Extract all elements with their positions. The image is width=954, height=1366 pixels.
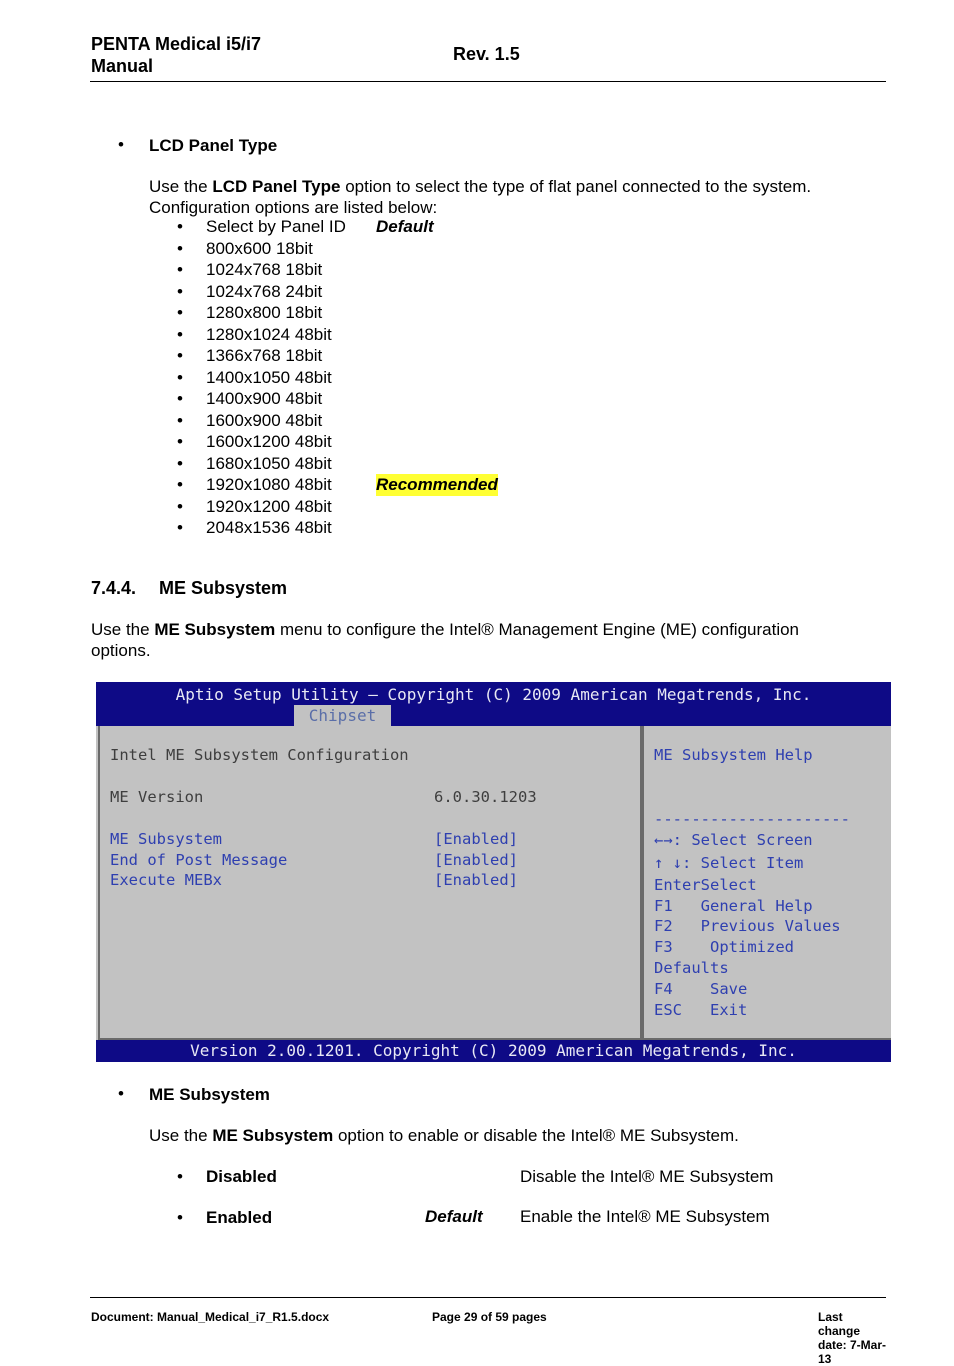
option-label: 1280x1024 48bit — [206, 324, 332, 344]
option-label: 1920x1080 48bit — [206, 475, 332, 494]
header-divider — [90, 81, 886, 82]
intro-text: menu to configure the Intel® Management Engine (ME) configuration — [275, 620, 800, 639]
bullet-icon: • — [177, 303, 183, 322]
option-note: Default — [376, 217, 434, 236]
list-item — [177, 281, 498, 303]
option-label: 1400x1050 48bit — [206, 367, 332, 387]
recommended-badge: Recommended — [376, 475, 498, 494]
lcd-panel-heading: LCD Panel Type — [149, 136, 278, 155]
bios-item-end-of-post: End of Post Message — [110, 851, 288, 869]
option-label: 1280x800 18bit — [206, 303, 323, 322]
option-label: 1024x768 24bit — [206, 281, 323, 301]
list-item — [177, 431, 498, 453]
intro-text: Configuration options are listed below: — [149, 198, 438, 217]
bullet-icon: • — [177, 324, 183, 344]
bios-footer: Version 2.00.1201. Copyright (C) 2009 American Megatrends, Inc. — [96, 1040, 891, 1062]
list-item — [177, 238, 498, 260]
bios-config-title: Intel ME Subsystem Configuration — [110, 746, 409, 764]
bullet-icon: • — [118, 1084, 124, 1103]
list-item — [177, 302, 498, 324]
list-item — [177, 259, 498, 281]
bullet-icon: • — [177, 346, 183, 365]
intro-bold: ME Subsystem — [212, 1126, 334, 1145]
intro-text: Use the — [149, 177, 213, 196]
list-item — [177, 474, 498, 496]
section-title: ME Subsystem — [159, 578, 288, 598]
bios-help-line: ESC Exit — [654, 1001, 748, 1019]
bios-item-value: [Enabled] — [434, 830, 518, 848]
bullet-icon: • — [177, 238, 183, 258]
bios-help-line: F1 General Help — [654, 897, 813, 915]
bios-version-value: 6.0.30.1203 — [434, 788, 537, 806]
bios-help-line: F2 Previous Values — [654, 917, 841, 935]
bullet-icon: • — [177, 518, 183, 537]
bios-help-title: ME Subsystem Help — [654, 746, 813, 764]
option-label: 2048x1536 48bit — [206, 518, 332, 537]
list-item — [177, 216, 498, 238]
intro-text: option to enable or disable the Intel® ME Subsystem. — [333, 1126, 739, 1145]
intro-text: option to select the type of flat panel connected to the system. — [340, 177, 812, 196]
list-item — [177, 345, 498, 367]
list-item — [177, 496, 498, 518]
bios-item-execute-mebx: Execute MEBx — [110, 871, 222, 889]
intro-bold: ME Subsystem — [154, 620, 276, 639]
option-label: 1400x900 48bit — [206, 389, 323, 408]
me-option-intro — [149, 1125, 869, 1146]
bios-help-line: ↑ ↓: Select Item — [654, 854, 804, 872]
intro-text: options. — [91, 641, 151, 660]
option-label: 1366x768 18bit — [206, 346, 323, 365]
bios-help-line: Defaults — [654, 959, 729, 977]
bios-item-value: [Enabled] — [434, 871, 518, 889]
bios-help-separator: --------------------- — [654, 810, 850, 828]
doc-title-line1: PENTA Medical i5/i7 — [91, 34, 262, 54]
bullet-icon: • — [177, 217, 183, 236]
bios-version-label: ME Version — [110, 788, 204, 806]
option-label: 800x600 18bit — [206, 238, 313, 258]
bios-help-line: EnterSelect — [654, 876, 757, 894]
choice-enabled-desc: Enable the Intel® ME Subsystem — [520, 1207, 770, 1226]
bios-help-line: F3 Optimized — [654, 938, 794, 956]
list-item — [177, 367, 498, 389]
option-label: Select by Panel ID — [206, 217, 346, 236]
me-section-intro — [91, 619, 871, 661]
intro-text: Use the — [149, 1126, 213, 1145]
intro-bold: LCD Panel Type — [212, 177, 341, 196]
bullet-icon: • — [177, 496, 183, 516]
list-item — [177, 324, 498, 346]
footer-last-change: Last change date: 7-Mar-13 — [818, 1310, 887, 1366]
bios-help-pane — [642, 726, 891, 1040]
bullet-icon: • — [177, 367, 183, 387]
bios-item-me-subsystem: ME Subsystem — [110, 830, 222, 848]
doc-revision: Rev. 1.5 — [453, 44, 520, 64]
bullet-icon: • — [177, 389, 183, 408]
lcd-panel-intro — [149, 176, 869, 218]
footer-divider — [90, 1297, 886, 1298]
choice-enabled-label: Enabled — [206, 1208, 273, 1227]
bullet-icon: • — [177, 410, 183, 430]
choice-default-badge: Default — [425, 1207, 483, 1226]
bios-title-bar — [96, 682, 891, 726]
choice-disabled-desc: Disable the Intel® ME Subsystem — [520, 1167, 774, 1186]
tab-chipset: Chipset — [294, 705, 391, 726]
bullet-icon: • — [177, 475, 183, 494]
bios-title: Aptio Setup Utility – Copyright (C) 2009 American Megatrends, Inc. — [175, 685, 812, 704]
bullet-icon: • — [177, 260, 183, 279]
me-option-heading: ME Subsystem — [149, 1085, 270, 1104]
list-item — [177, 410, 498, 432]
bios-main-pane — [98, 726, 642, 1040]
bullet-icon: • — [177, 453, 183, 473]
list-item — [177, 517, 498, 539]
doc-title-line2: Manual — [91, 56, 154, 76]
bios-help-line: F4 Save — [654, 980, 748, 998]
bullet-icon: • — [177, 1167, 183, 1186]
section-heading — [91, 578, 287, 599]
option-label: 1600x1200 48bit — [206, 432, 332, 451]
option-label: 1024x768 18bit — [206, 260, 323, 279]
option-label: 1920x1200 48bit — [206, 496, 332, 516]
footer-page: Page 29 of 59 pages — [432, 1310, 547, 1324]
bios-help-line: ←→: Select Screen — [654, 831, 813, 849]
choice-disabled-label: Disabled — [206, 1167, 277, 1186]
bullet-icon: • — [177, 432, 183, 451]
section-number: 7.4.4. — [91, 578, 137, 598]
lcd-options-list — [177, 216, 498, 539]
bios-screenshot — [96, 682, 891, 1062]
bullet-icon: • — [177, 281, 183, 301]
bios-item-value: [Enabled] — [434, 851, 518, 869]
bullet-icon: • — [177, 1208, 183, 1227]
doc-header-title — [91, 33, 261, 77]
footer-document: Document: Manual_Medical_i7_R1.5.docx — [91, 1310, 330, 1324]
option-label: 1600x900 48bit — [206, 410, 323, 430]
list-item — [177, 388, 498, 410]
intro-text: Use the — [91, 620, 155, 639]
list-item — [177, 453, 498, 475]
bullet-icon: • — [118, 135, 124, 154]
option-label: 1680x1050 48bit — [206, 453, 332, 473]
